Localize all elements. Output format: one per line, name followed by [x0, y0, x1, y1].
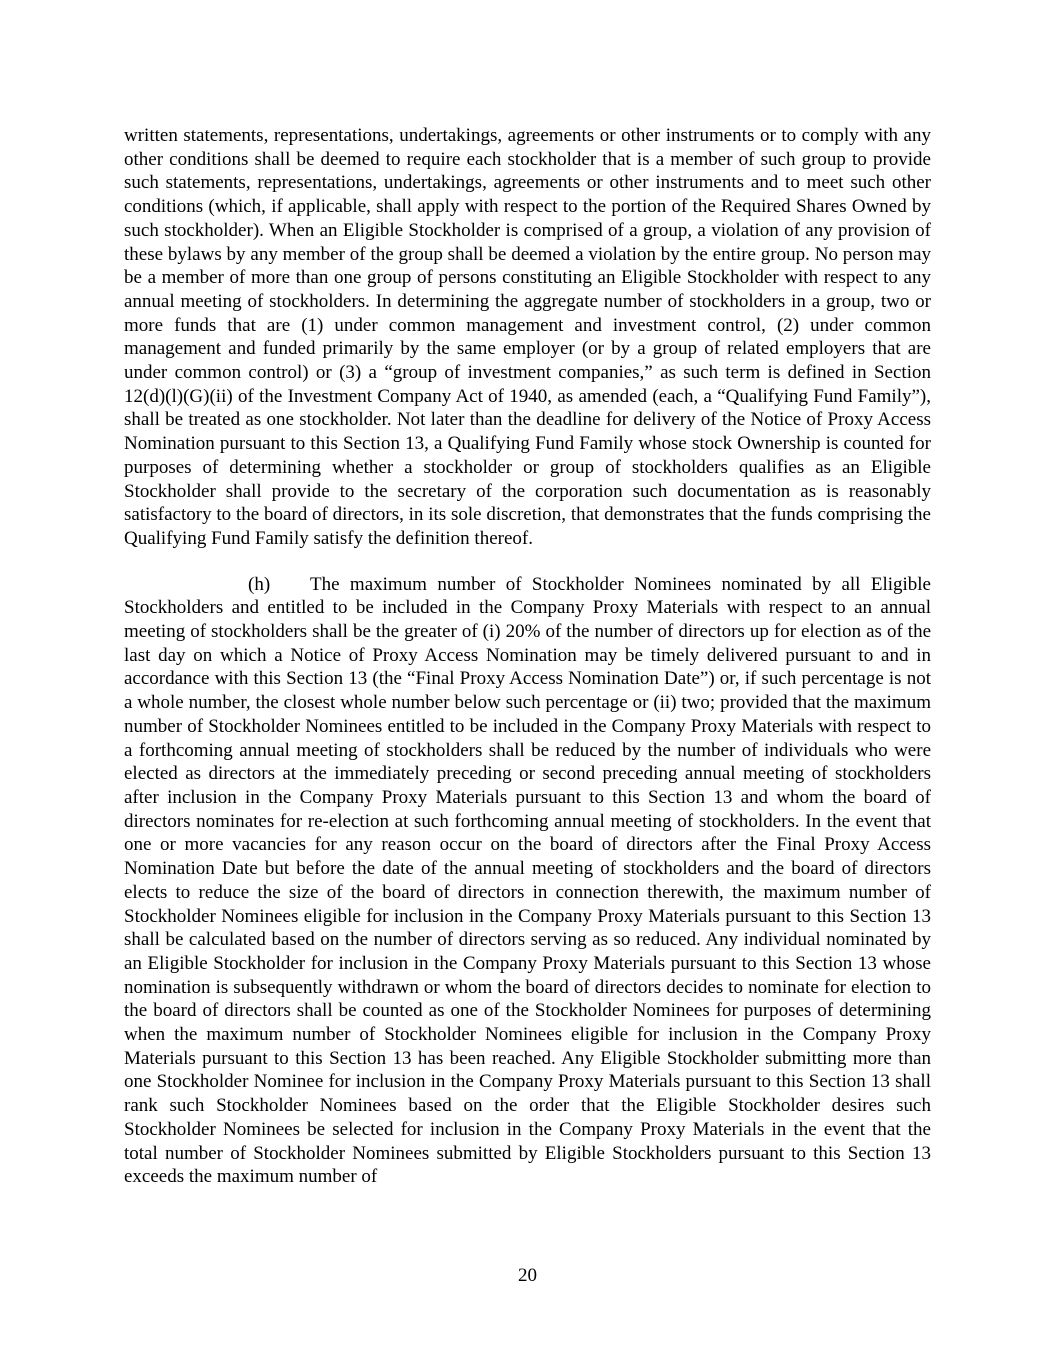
paragraph-continued: written statements, representations, undertakings, agreements or other instruments or to comply with any other conditions shall be deemed to require each stockholder that is a member of such group to provide such statements, representations, undertakings, agreements or other instruments and to meet such other conditions (which, if applicable, shall apply with respect to the portion of the Required Shares Owned by such stockholder). When an Eligible Stockholder is comprised of a group, a violation of any provision of these bylaws by any member of the group shall be deemed a violation by the entire group. No person may be a member of more than one group of persons constituting an Eligible Stockholder with respect to any annual meeting of stockholders. In determining the aggregate number of stockholders in a group, two or more funds that are (1) under common management and investment control, (2) under common management and funded primarily by the same employer (or by a group of related employers that are under common control) or (3) a “group of investment companies,” as such term is defined in Section 12(d)(l)(G)(ii) of the Investment Company Act of 1940, as amended (each, a “Qualifying Fund Family”), shall be treated as one stockholder. Not later than the deadline for delivery of the Notice of Proxy Access Nomination pursuant to this Section 13, a Qualifying Fund Family whose stock Ownership is counted for purposes of determining whether a stockholder or group of stockholders qualifies as an Eligible Stockholder shall provide to the secretary of the corporation such documentation as is reasonably satisfactory to the board of directors, in its sole discretion, that demonstrates that the funds comprising the Qualifying Fund Family satisfy the definition thereof. [124, 125, 931, 549]
paragraph-h-text: The maximum number of Stockholder Nominees nominated by all Eligible Stockholders and entitled to be included in the Company Proxy Materials with respect to an annual meeting of stockholders shall be the greater of (i) 20% of the number of directors up for election as of the last day on which a Notice of Proxy Access Nomination may be timely delivered pursuant to and in accordance with this Section 13 (the “Final Proxy Access Nomination Date”) or, if such percentage is not a whole number, the closest whole number below such percentage or (ii) two; provided that the maximum number of Stockholder Nominees entitled to be included in the Company Proxy Materials with respect to a forthcoming annual meeting of stockholders shall be reduced by the number of individuals who were elected as directors at the immediately preceding or second preceding annual meeting of stockholders after inclusion in the Company Proxy Materials pursuant to this Section 13 and whom the board of directors nominates for re-election at such forthcoming annual meeting of stockholders. In the event that one or more vacancies for any reason occur on the board of directors after the Final Proxy Access Nomination Date but before the date of the annual meeting of stockholders and the board of directors elects to reduce the size of the board of directors in connection therewith, the maximum number of Stockholder Nominees eligible for inclusion in the Company Proxy Materials pursuant to this Section 13 shall be calculated based on the number of directors serving as so reduced. Any individual nominated by an Eligible Stockholder for inclusion in the Company Proxy Materials pursuant to this Section 13 whose nomination is subsequently withdrawn or whom the board of directors decides to nominate for election to the board of directors shall be counted as one of the Stockholder Nominees for purposes of determining when the maximum number of Stockholder Nominees eligible for inclusion in the Company Proxy Materials pursuant to this Section 13 has been reached. Any Eligible Stockholder submitting more than one Stockholder Nominee for inclusion in the Company Proxy Materials pursuant to this Section 13 shall rank such Stockholder Nominees based on the order that the Eligible Stockholder desires such Stockholder Nominees be selected for inclusion in the Company Proxy Materials in the event that the total number of Stockholder Nominees submitted by Eligible Stockholders pursuant to this Section 13 exceeds the maximum number of [124, 573, 931, 1188]
document-body [124, 124, 931, 1189]
paragraph-h [124, 573, 931, 1189]
paragraph-h-marker: (h) [248, 573, 271, 595]
page-number: 20 [518, 1265, 537, 1286]
